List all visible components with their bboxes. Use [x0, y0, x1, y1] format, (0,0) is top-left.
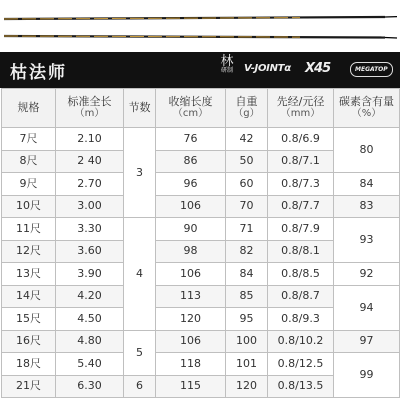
- cell-closed: 106: [156, 263, 226, 286]
- spec-table: [1, 88, 400, 398]
- cell-length: 4.80: [56, 330, 124, 353]
- cell-spec: 8尺: [2, 150, 56, 173]
- cell-carbon: 97: [334, 330, 400, 353]
- cell-spec: 12尺: [2, 240, 56, 263]
- header-closed-length: 收缩长度 （cm）: [156, 89, 226, 128]
- cell-weight: 85: [226, 285, 268, 308]
- cell-diameter: 0.8/10.2: [268, 330, 334, 353]
- cell-closed: 76: [156, 128, 226, 151]
- cell-diameter: 0.8/7.9: [268, 218, 334, 241]
- cell-carbon: 94: [334, 285, 400, 330]
- cell-closed: 106: [156, 195, 226, 218]
- table-row: [2, 173, 400, 196]
- brand-logo-1: [216, 54, 238, 75]
- cell-length: 4.50: [56, 308, 124, 331]
- table-row: [2, 218, 400, 241]
- brand-logo-1-main: 林: [220, 54, 234, 69]
- cell-spec: 9尺: [2, 173, 56, 196]
- brand-banner: [0, 52, 400, 88]
- cell-sections: 3: [124, 128, 156, 218]
- cell-diameter: 0.8/13.5: [268, 375, 334, 398]
- cell-spec: 13尺: [2, 263, 56, 286]
- cell-weight: 42: [226, 128, 268, 151]
- cell-closed: 106: [156, 330, 226, 353]
- cell-diameter: 0.8/9.3: [268, 308, 334, 331]
- cell-length: 2 40: [56, 150, 124, 173]
- cell-carbon: 84: [334, 173, 400, 196]
- brand-logo-1-sub: 研制: [220, 67, 233, 74]
- cell-spec: 14尺: [2, 285, 56, 308]
- cell-length: 4.20: [56, 285, 124, 308]
- cell-carbon: 83: [334, 195, 400, 218]
- cell-diameter: 0.8/7.1: [268, 150, 334, 173]
- x45-logo: X45: [305, 61, 331, 76]
- cell-length: 2.70: [56, 173, 124, 196]
- table-row: [2, 285, 400, 308]
- cell-spec: 10尺: [2, 195, 56, 218]
- cell-sections: 4: [124, 218, 156, 331]
- cell-diameter: 0.8/8.7: [268, 285, 334, 308]
- cell-diameter: 0.8/6.9: [268, 128, 334, 151]
- header-spec: 规格: [2, 89, 56, 128]
- cell-closed: 115: [156, 375, 226, 398]
- cell-closed: 98: [156, 240, 226, 263]
- cell-closed: 90: [156, 218, 226, 241]
- cell-sections: 6: [124, 375, 156, 398]
- cell-carbon: 92: [334, 263, 400, 286]
- cell-length: 3.30: [56, 218, 124, 241]
- cell-weight: 100: [226, 330, 268, 353]
- table-header-row: [2, 89, 400, 128]
- cell-closed: 86: [156, 150, 226, 173]
- table-row: [2, 263, 400, 286]
- cell-diameter: 0.8/8.1: [268, 240, 334, 263]
- cell-length: 3.90: [56, 263, 124, 286]
- cell-closed: 96: [156, 173, 226, 196]
- product-title: 枯法师: [10, 63, 67, 83]
- cell-length: 2.10: [56, 128, 124, 151]
- cell-length: 6.30: [56, 375, 124, 398]
- vjoint-logo: V-JOINTα: [244, 63, 291, 74]
- cell-weight: 82: [226, 240, 268, 263]
- header-carbon: 碳素含有量 （%）: [334, 89, 400, 128]
- cell-diameter: 0.8/7.3: [268, 173, 334, 196]
- cell-spec: 7尺: [2, 128, 56, 151]
- fishing-rod-illustration: [0, 0, 400, 50]
- rod-image-2: [4, 36, 397, 38]
- cell-weight: 70: [226, 195, 268, 218]
- cell-closed: 118: [156, 353, 226, 376]
- cell-closed: 113: [156, 285, 226, 308]
- rod-product-image: [0, 0, 400, 50]
- table-row: [2, 353, 400, 376]
- cell-weight: 95: [226, 308, 268, 331]
- cell-weight: 50: [226, 150, 268, 173]
- megatop-logo: MEGATOP: [350, 62, 393, 77]
- cell-carbon: 93: [334, 218, 400, 263]
- cell-closed: 120: [156, 308, 226, 331]
- cell-diameter: 0.8/8.5: [268, 263, 334, 286]
- cell-weight: 101: [226, 353, 268, 376]
- cell-sections: 5: [124, 330, 156, 375]
- header-length: 标准全长 （m）: [56, 89, 124, 128]
- cell-spec: 15尺: [2, 308, 56, 331]
- table-row: [2, 128, 400, 151]
- cell-weight: 120: [226, 375, 268, 398]
- table-row: [2, 330, 400, 353]
- cell-length: 5.40: [56, 353, 124, 376]
- cell-carbon: 80: [334, 128, 400, 173]
- header-sections: 节数: [124, 89, 156, 128]
- cell-diameter: 0.8/7.7: [268, 195, 334, 218]
- cell-carbon: 99: [334, 353, 400, 398]
- cell-weight: 84: [226, 263, 268, 286]
- cell-weight: 71: [226, 218, 268, 241]
- cell-spec: 18尺: [2, 353, 56, 376]
- header-diameter: 先经/元径 （mm）: [268, 89, 334, 128]
- cell-spec: 11尺: [2, 218, 56, 241]
- cell-length: 3.00: [56, 195, 124, 218]
- table-row: [2, 195, 400, 218]
- header-weight: 自重 （g）: [226, 89, 268, 128]
- cell-spec: 16尺: [2, 330, 56, 353]
- cell-length: 3.60: [56, 240, 124, 263]
- cell-diameter: 0.8/12.5: [268, 353, 334, 376]
- cell-weight: 60: [226, 173, 268, 196]
- rod-image-1: [4, 17, 397, 19]
- cell-spec: 21尺: [2, 375, 56, 398]
